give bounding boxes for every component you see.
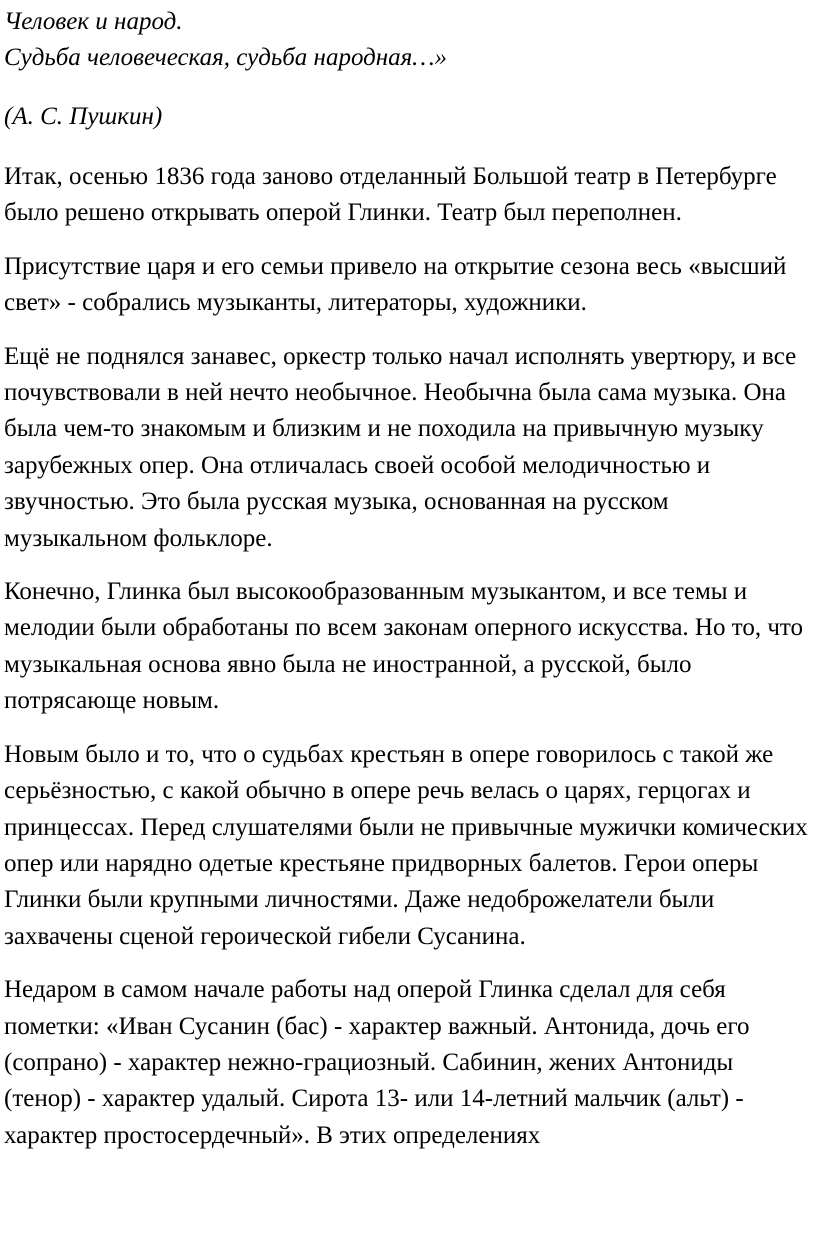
epigraph-line-1: Человек и народ.: [4, 8, 183, 35]
paragraph-4: Конечно, Глинка был высокообразованным музыкантом, и все темы и мелодии были обработаны по всем законам оперного искусства. Но то, что музыкальная основа явно была не иностранной, а русской, было потрясающе новым.: [4, 578, 803, 715]
document-page: [4, 0, 812, 1154]
paragraph-1: Итак, осенью 1836 года заново отделанный Большой театр в Петербурге было решено открывать оперой Глинки. Театр был переполнен.: [4, 163, 777, 227]
paragraph-6: Недаром в самом начале работы над оперой Глинка сделал для себя пометки: «Иван Сусанин (бас) - характер важный. Антонида, дочь его (сопрано) - характер нежно-грациозный. Сабинин, жених Антониды (тенор) - характер удалый. Сирота 13- или 14-летний мальчик (альт) - характер простосердечный». В этих определениях: [4, 976, 750, 1149]
epigraph-author: (А. С. Пушкин): [4, 103, 163, 130]
epigraph-line-2: Судьба человеческая, судьба народная…»: [4, 44, 448, 71]
paragraph-3: Ещё не поднялся занавес, оркестр только начал исполнять увертюру, и все почувствовали в ней нечто необычное. Необычна была сама музыка. Она была чем-то знакомым и близким и не походила на привычную музыку зарубежных опер. Она отличалась своей особой мелодичностью и звучностью. Это была русская музыка, основанная на русском музыкальном фольклоре.: [4, 342, 797, 552]
paragraph-5: Новым было и то, что о судьбах крестьян в опере говорилось с такой же серьёзностью, с какой обычно в опере речь велась о царях, герцогах и принцессах. Перед слушателями были не привычные мужички комических опер или нарядно одетые крестьяне придворных балетов. Герои оперы Глинки были крупными личностями. Даже недоброжелатели были захвачены сценой героической гибели Сусанина.: [4, 740, 808, 950]
paragraph-2: Присутствие царя и его семьи привело на открытие сезона весь «высший свет» - собрались музыканты, литераторы, художники.: [4, 252, 787, 317]
